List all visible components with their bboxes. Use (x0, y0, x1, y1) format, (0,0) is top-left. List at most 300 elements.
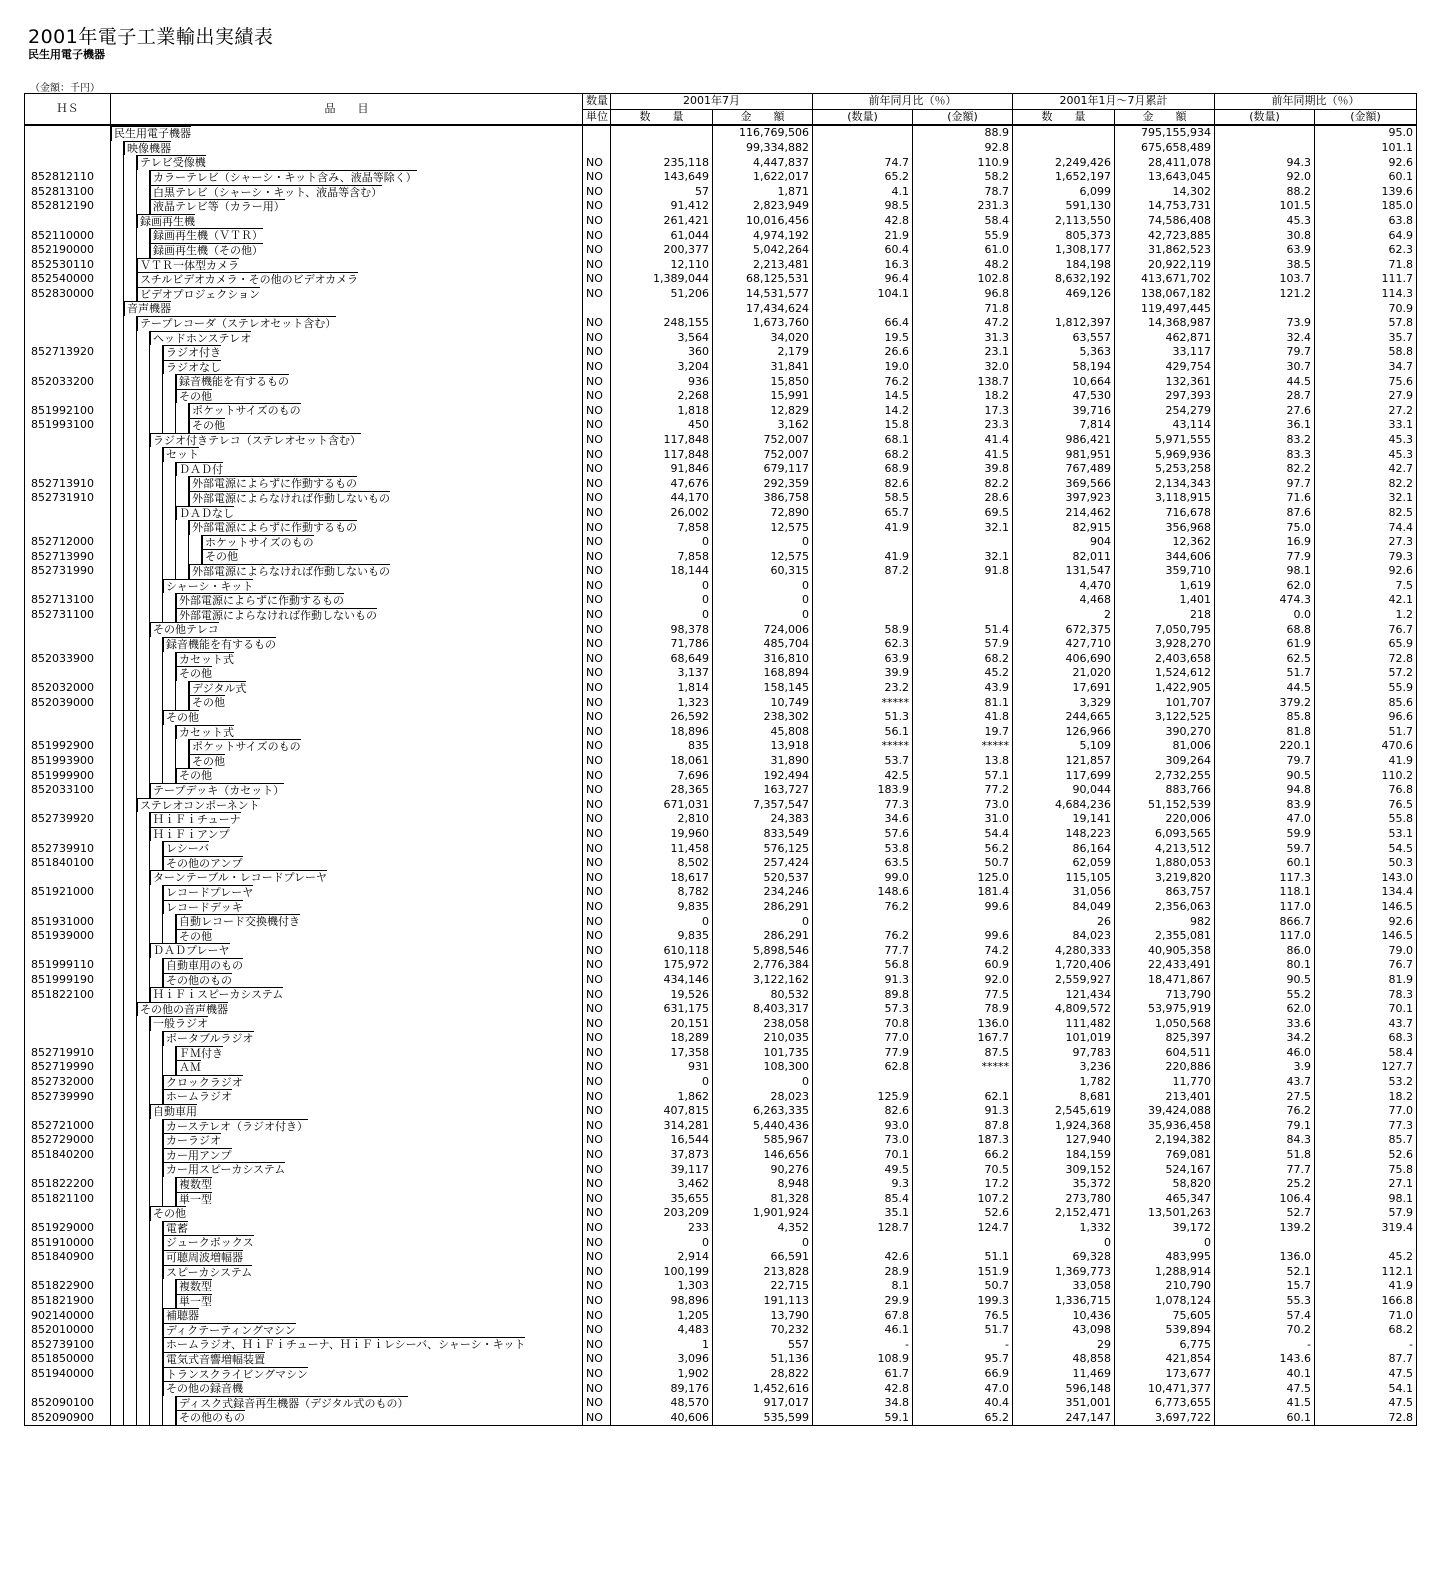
unit: NO (583, 185, 611, 200)
cum-amt: 119,497,445 (1115, 301, 1215, 316)
item-name (111, 856, 583, 871)
hs-code (25, 141, 111, 156)
cum-yoy-amt: 42.7 (1315, 462, 1417, 477)
cum-qty: 69,328 (1013, 1250, 1115, 1265)
table-row (25, 1148, 1417, 1163)
yoy-qty: 87.2 (813, 564, 913, 579)
table-header (25, 94, 1417, 126)
yoy-amt: 17.3 (913, 403, 1013, 418)
yoy-qty: 183.9 (813, 783, 913, 798)
cum-qty: 58,194 (1013, 360, 1115, 375)
yoy-qty: 77.9 (813, 1046, 913, 1061)
hs-code (25, 870, 111, 885)
item-label: 自動車用 (150, 1104, 197, 1119)
cum-amt: 53,975,919 (1115, 1002, 1215, 1017)
cum-amt: 2,355,081 (1115, 929, 1215, 944)
table-row (25, 1162, 1417, 1177)
hs-code (25, 725, 111, 740)
yoy-qty: 19.0 (813, 360, 913, 375)
unit: NO (583, 389, 611, 404)
table-row (25, 374, 1417, 389)
item-label: 補聴器 (163, 1308, 199, 1323)
yoy-qty: 63.5 (813, 856, 913, 871)
yoy-amt: 51.1 (913, 1250, 1013, 1265)
cum-yoy-qty: 92.0 (1215, 170, 1315, 185)
table-row (25, 1381, 1417, 1396)
cum-qty: 214,462 (1013, 506, 1115, 521)
yoy-qty: 42.6 (813, 1250, 913, 1265)
table-row (25, 943, 1417, 958)
cum-amt: 1,050,568 (1115, 1016, 1215, 1031)
month-qty: 936 (611, 374, 713, 389)
yoy-qty: 68.9 (813, 462, 913, 477)
month-qty: 1,814 (611, 681, 713, 696)
month-qty: 91,846 (611, 462, 713, 477)
cum-yoy-qty: 3.9 (1215, 1060, 1315, 1075)
month-amt: 5,042,264 (713, 243, 813, 258)
yoy-qty: 76.2 (813, 374, 913, 389)
cum-yoy-qty: - (1215, 1337, 1315, 1352)
table-row (25, 345, 1417, 360)
yoy-amt (913, 608, 1013, 623)
table-row (25, 433, 1417, 448)
month-qty: 143,649 (611, 170, 713, 185)
yoy-qty: 39.9 (813, 666, 913, 681)
item-name (111, 141, 583, 156)
cum-amt: 390,270 (1115, 725, 1215, 740)
cum-qty: 21,020 (1013, 666, 1115, 681)
unit: NO (583, 199, 611, 214)
table-row (25, 768, 1417, 783)
yoy-qty: ***** (813, 695, 913, 710)
yoy-amt: 32.0 (913, 360, 1013, 375)
unit: NO (583, 272, 611, 287)
unit: NO (583, 856, 611, 871)
item-name (111, 447, 583, 462)
yoy-amt: 56.2 (913, 841, 1013, 856)
cum-amt: 74,586,408 (1115, 214, 1215, 229)
table-row (25, 1089, 1417, 1104)
yoy-qty: 70.8 (813, 1016, 913, 1031)
item-label: ターンテーブル・レコードプレーヤ (150, 870, 327, 885)
hs-code: 851940000 (25, 1367, 111, 1382)
cum-yoy-amt: 143.0 (1315, 870, 1417, 885)
hs-code (25, 433, 111, 448)
item-label: その他のアンプ (163, 856, 243, 871)
cum-yoy-qty: 117.3 (1215, 870, 1315, 885)
table-row (25, 462, 1417, 477)
item-name (111, 637, 583, 652)
item-name (111, 827, 583, 842)
month-amt: 1,673,760 (713, 316, 813, 331)
cum-amt: 210,790 (1115, 1279, 1215, 1294)
hs-code: 852190000 (25, 243, 111, 258)
yoy-amt: 19.7 (913, 725, 1013, 740)
yoy-amt: 28.6 (913, 491, 1013, 506)
month-qty (611, 141, 713, 156)
header-yoy-amt: (金額) (913, 109, 1013, 125)
cum-qty: 8,681 (1013, 1089, 1115, 1104)
cum-qty: 672,375 (1013, 622, 1115, 637)
item-label: 外部電源によらなければ作動しないもの (189, 491, 390, 506)
item-label: その他 (189, 695, 225, 710)
hs-code (25, 1265, 111, 1280)
cum-yoy-amt: 185.0 (1315, 199, 1417, 214)
yoy-amt (913, 914, 1013, 929)
item-name (111, 900, 583, 915)
hs-code: 852731100 (25, 608, 111, 623)
cum-amt: 795,155,934 (1115, 125, 1215, 141)
unit: NO (583, 258, 611, 273)
cum-qty: 767,489 (1013, 462, 1115, 477)
cum-yoy-amt: 65.9 (1315, 637, 1417, 652)
cum-amt: 1,524,612 (1115, 666, 1215, 681)
item-name (111, 125, 583, 141)
month-amt: 13,790 (713, 1308, 813, 1323)
item-name (111, 987, 583, 1002)
cum-qty: 184,159 (1013, 1148, 1115, 1163)
yoy-amt: 69.5 (913, 506, 1013, 521)
cum-yoy-amt: 47.5 (1315, 1396, 1417, 1411)
yoy-qty: 56.1 (813, 725, 913, 740)
hs-code (25, 579, 111, 594)
month-amt: 0 (713, 535, 813, 550)
cum-yoy-qty: 51.8 (1215, 1148, 1315, 1163)
cum-qty: 10,664 (1013, 374, 1115, 389)
month-amt: 752,007 (713, 447, 813, 462)
cum-yoy-amt: 57.8 (1315, 316, 1417, 331)
item-name (111, 301, 583, 316)
cum-yoy-qty: 30.7 (1215, 360, 1315, 375)
cum-yoy-qty: 0.0 (1215, 608, 1315, 623)
cum-qty: 62,059 (1013, 856, 1115, 871)
cum-qty: 0 (1013, 1235, 1115, 1250)
item-label: カセット式 (176, 652, 234, 667)
item-label: 音声機器 (124, 301, 171, 316)
month-qty: 47,676 (611, 476, 713, 491)
table-row (25, 754, 1417, 769)
unit: NO (583, 214, 611, 229)
cum-qty: 2,249,426 (1013, 155, 1115, 170)
hs-code (25, 710, 111, 725)
item-name (111, 1308, 583, 1323)
item-label: カー用アンプ (163, 1148, 232, 1163)
month-amt: 31,841 (713, 360, 813, 375)
cum-amt: 483,995 (1115, 1250, 1215, 1265)
cum-qty: 31,056 (1013, 885, 1115, 900)
cum-amt: 138,067,182 (1115, 287, 1215, 302)
cum-qty: 17,691 (1013, 681, 1115, 696)
month-amt: 70,232 (713, 1323, 813, 1338)
cum-yoy-qty: 88.2 (1215, 185, 1315, 200)
table-row (25, 447, 1417, 462)
hs-code (25, 316, 111, 331)
item-name (111, 1221, 583, 1236)
unit: NO (583, 579, 611, 594)
item-label: 単一型 (176, 1192, 212, 1207)
yoy-amt: 102.8 (913, 272, 1013, 287)
table-row (25, 389, 1417, 404)
month-qty: 407,815 (611, 1104, 713, 1119)
item-label: その他 (176, 929, 212, 944)
month-qty: 98,378 (611, 622, 713, 637)
item-label: その他テレコ (150, 622, 219, 637)
cum-amt: 982 (1115, 914, 1215, 929)
item-label: その他のもの (163, 973, 232, 988)
month-amt: 8,948 (713, 1177, 813, 1192)
header-month-amt: 金 額 (713, 109, 813, 125)
item-label: ジュークボックス (163, 1235, 254, 1250)
cum-yoy-amt: 51.7 (1315, 725, 1417, 740)
item-name (111, 725, 583, 740)
item-label: ＶＴＲ一体型カメラ (137, 258, 239, 273)
item-name (111, 1119, 583, 1134)
item-label: 電蓄 (163, 1221, 188, 1236)
cum-qty: 406,690 (1013, 652, 1115, 667)
cum-qty: 111,482 (1013, 1016, 1115, 1031)
month-amt: 68,125,531 (713, 272, 813, 287)
cum-amt: 6,093,565 (1115, 827, 1215, 842)
cum-yoy-qty: 57.4 (1215, 1308, 1315, 1323)
table-row (25, 900, 1417, 915)
table-row (25, 258, 1417, 273)
cum-qty: 1,812,397 (1013, 316, 1115, 331)
item-label: その他 (163, 710, 199, 725)
yoy-qty: 59.1 (813, 1410, 913, 1425)
month-amt: 917,017 (713, 1396, 813, 1411)
cum-yoy-amt: 75.8 (1315, 1162, 1417, 1177)
yoy-qty: 76.2 (813, 900, 913, 915)
hs-code (25, 1016, 111, 1031)
cum-amt: 356,968 (1115, 520, 1215, 535)
month-amt: 22,715 (713, 1279, 813, 1294)
table-row (25, 681, 1417, 696)
cum-qty: 4,280,333 (1013, 943, 1115, 958)
cum-qty: 5,363 (1013, 345, 1115, 360)
yoy-qty: 34.8 (813, 1396, 913, 1411)
item-label: ヘッドホンステレオ (150, 331, 251, 346)
yoy-qty (813, 579, 913, 594)
cum-yoy-qty: 27.5 (1215, 1089, 1315, 1104)
yoy-amt: 95.7 (913, 1352, 1013, 1367)
cum-yoy-qty: 79.1 (1215, 1119, 1315, 1134)
cum-yoy-amt: 139.6 (1315, 185, 1417, 200)
item-name (111, 1410, 583, 1425)
table-row (25, 403, 1417, 418)
hs-code: 852530110 (25, 258, 111, 273)
month-qty: 28,365 (611, 783, 713, 798)
cum-qty: 397,923 (1013, 491, 1115, 506)
cum-amt: 22,433,491 (1115, 958, 1215, 973)
cum-yoy-amt: 54.5 (1315, 841, 1417, 856)
cum-amt: 539,894 (1115, 1323, 1215, 1338)
month-amt: 3,122,162 (713, 973, 813, 988)
hs-code (25, 155, 111, 170)
cum-yoy-amt: 45.3 (1315, 433, 1417, 448)
yoy-amt: 96.8 (913, 287, 1013, 302)
table-row (25, 243, 1417, 258)
unit: NO (583, 754, 611, 769)
yoy-qty: 46.1 (813, 1323, 913, 1338)
cum-amt: 1,880,053 (1115, 856, 1215, 871)
table-row (25, 914, 1417, 929)
table-row (25, 973, 1417, 988)
month-qty: 671,031 (611, 798, 713, 813)
month-amt: 1,901,924 (713, 1206, 813, 1221)
header-item: 品 目 (111, 94, 583, 126)
yoy-amt: 57.1 (913, 768, 1013, 783)
month-qty: 26,592 (611, 710, 713, 725)
yoy-qty: 63.9 (813, 652, 913, 667)
cum-amt: 309,264 (1115, 754, 1215, 769)
month-amt: 101,735 (713, 1046, 813, 1061)
cum-qty: 10,436 (1013, 1308, 1115, 1323)
unit: NO (583, 739, 611, 754)
month-qty: 203,209 (611, 1206, 713, 1221)
cum-yoy-qty: 76.2 (1215, 1104, 1315, 1119)
hs-code: 851993100 (25, 418, 111, 433)
month-qty: 1,862 (611, 1089, 713, 1104)
month-amt: 12,829 (713, 403, 813, 418)
cum-qty: 84,023 (1013, 929, 1115, 944)
cum-yoy-amt: 77.3 (1315, 1119, 1417, 1134)
cum-yoy-qty: 94.3 (1215, 155, 1315, 170)
cum-yoy-qty: 83.3 (1215, 447, 1315, 462)
cum-amt: 1,288,914 (1115, 1265, 1215, 1280)
month-qty: 2,268 (611, 389, 713, 404)
month-qty: 89,176 (611, 1381, 713, 1396)
header-month: 2001年7月 (611, 94, 813, 110)
unit: NO (583, 360, 611, 375)
hs-code: 851822200 (25, 1177, 111, 1192)
cum-qty: 26 (1013, 914, 1115, 929)
yoy-qty: 51.3 (813, 710, 913, 725)
yoy-qty: ***** (813, 739, 913, 754)
month-qty: 1,303 (611, 1279, 713, 1294)
yoy-amt: 99.6 (913, 929, 1013, 944)
unit: NO (583, 243, 611, 258)
cum-yoy-amt: 76.5 (1315, 798, 1417, 813)
hs-code: 851999190 (25, 973, 111, 988)
table-row (25, 1177, 1417, 1192)
cum-yoy-amt: 72.8 (1315, 652, 1417, 667)
unit: NO (583, 535, 611, 550)
month-qty: 18,061 (611, 754, 713, 769)
cum-qty: 148,223 (1013, 827, 1115, 842)
cum-qty: 184,198 (1013, 258, 1115, 273)
item-name (111, 1002, 583, 1017)
cum-qty: 82,915 (1013, 520, 1115, 535)
cum-amt: 3,219,820 (1115, 870, 1215, 885)
table-row (25, 506, 1417, 521)
cum-qty: 127,940 (1013, 1133, 1115, 1148)
unit: NO (583, 1148, 611, 1163)
item-label: 外部電源によらずに作動するもの (189, 520, 357, 535)
cum-yoy-amt: 64.9 (1315, 228, 1417, 243)
cum-qty: 1,336,715 (1013, 1294, 1115, 1309)
month-amt: 292,359 (713, 476, 813, 491)
cum-yoy-amt: 32.1 (1315, 491, 1417, 506)
item-label: ＡＭ (176, 1060, 201, 1075)
month-amt: 81,328 (713, 1192, 813, 1207)
cum-yoy-qty: 77.7 (1215, 1162, 1315, 1177)
month-amt: 163,727 (713, 783, 813, 798)
month-amt: 557 (713, 1337, 813, 1352)
cum-yoy-qty (1215, 141, 1315, 156)
header-yoy: 前年同月比（％） (813, 94, 1013, 110)
cum-yoy-amt: 53.1 (1315, 827, 1417, 842)
table-row (25, 1206, 1417, 1221)
cum-qty: 427,710 (1013, 637, 1115, 652)
cum-yoy-amt: 75.6 (1315, 374, 1417, 389)
yoy-amt: 91.8 (913, 564, 1013, 579)
item-name (111, 476, 583, 491)
item-label: クロックラジオ (163, 1075, 243, 1090)
month-amt: 833,549 (713, 827, 813, 842)
header-cum-yoy: 前年同期比（％） (1215, 94, 1417, 110)
month-qty: 235,118 (611, 155, 713, 170)
yoy-qty: 19.5 (813, 331, 913, 346)
month-qty: 57 (611, 185, 713, 200)
unit: NO (583, 462, 611, 477)
month-qty: 7,858 (611, 549, 713, 564)
yoy-qty: 34.6 (813, 812, 913, 827)
item-name (111, 593, 583, 608)
unit: NO (583, 593, 611, 608)
item-name (111, 403, 583, 418)
cum-yoy-amt: 98.1 (1315, 1192, 1417, 1207)
unit: NO (583, 1396, 611, 1411)
month-amt: 257,424 (713, 856, 813, 871)
cum-qty: 369,566 (1013, 476, 1115, 491)
table-row (25, 1294, 1417, 1309)
item-label: ラジオ付き (163, 345, 221, 360)
item-name (111, 1060, 583, 1075)
table-row (25, 1133, 1417, 1148)
item-name (111, 506, 583, 521)
month-qty: 1,323 (611, 695, 713, 710)
cum-qty: 1,308,177 (1013, 243, 1115, 258)
export-table (24, 93, 1417, 1426)
item-name (111, 622, 583, 637)
month-qty: 3,137 (611, 666, 713, 681)
cum-yoy-qty: 41.5 (1215, 1396, 1315, 1411)
yoy-qty: 26.6 (813, 345, 913, 360)
table-row (25, 622, 1417, 637)
cum-amt: 40,905,358 (1115, 943, 1215, 958)
cum-qty: 126,966 (1013, 725, 1115, 740)
cum-yoy-amt: 79.0 (1315, 943, 1417, 958)
item-label: 一般ラジオ (150, 1016, 208, 1031)
yoy-qty: 98.5 (813, 199, 913, 214)
cum-yoy-amt: 18.2 (1315, 1089, 1417, 1104)
yoy-amt: 78.9 (913, 1002, 1013, 1017)
cum-yoy-qty: 379.2 (1215, 695, 1315, 710)
table-row (25, 1410, 1417, 1425)
table-row (25, 1192, 1417, 1207)
unit: NO (583, 812, 611, 827)
hs-code: 851921000 (25, 885, 111, 900)
unit: NO (583, 958, 611, 973)
table-row (25, 491, 1417, 506)
item-label: 自動車用のもの (163, 958, 243, 973)
yoy-qty: 67.8 (813, 1308, 913, 1323)
item-label: その他 (176, 389, 212, 404)
hs-code: 851840900 (25, 1250, 111, 1265)
item-name (111, 1206, 583, 1221)
unit: NO (583, 506, 611, 521)
cum-yoy-amt: 92.6 (1315, 914, 1417, 929)
